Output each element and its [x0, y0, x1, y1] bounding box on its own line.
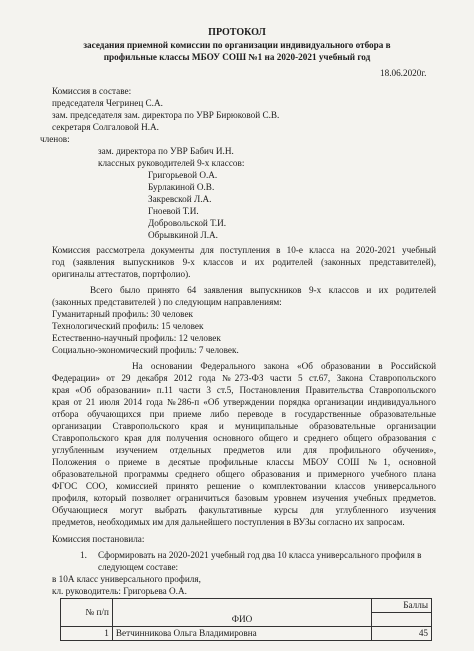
decision-heading: Комиссия постановила:	[52, 534, 145, 544]
document-title: ПРОТОКОЛ	[208, 27, 266, 38]
applications-paragraph-line: Всего было принято 64 заявления выпускников 9-х классов и их родителей	[90, 285, 436, 295]
col-score-header: Баллы	[372, 599, 432, 613]
profile-item: Технологический профиль: 15 человек	[52, 321, 204, 331]
decision-item-number: 1.	[80, 550, 87, 560]
class-teacher-item: Гноевой Т.И.	[148, 206, 199, 216]
profile-item: Естественно-научный профиль: 12 человек	[52, 333, 221, 343]
basis-paragraph-line: Ставропольского края для получения основного общего и среднего общего образования с	[52, 433, 436, 443]
class-teacher-item: Григорьевой О.А.	[148, 170, 218, 180]
commission-member-deputy: зам. директора по УВР Бабич И.Н.	[98, 146, 234, 156]
row-name-cell: Ветчинникова Ольга Владимировна	[112, 627, 371, 641]
document-date: 18.06.2020г.	[380, 68, 427, 78]
basis-paragraph-line: отбора обучающихся при приеме либо переводе в государственные образовательные	[52, 409, 436, 419]
basis-paragraph-line: профиля, который позволяет ограничиться базовым уровнем изучения учебных предметов.	[52, 493, 436, 503]
commission-chair: председателя Чегринец С.А.	[52, 98, 163, 108]
basis-paragraph-line: образовательной программы среднего общего образования и примерного учебного плана	[52, 469, 436, 479]
decision-item-line: Сформировать на 2020-2021 учебный год два 10 класса универсального профиля в	[98, 550, 422, 560]
decision-item-line: следующем составе:	[98, 562, 179, 572]
col-num-header: № п/п	[61, 599, 113, 627]
review-paragraph-line: год (заявления выпускников 9-х классов и их родителей (законных представителей),	[52, 257, 436, 267]
review-paragraph-line: Комиссия рассмотрела документы для поступления в 10-е класса на 2020-2021 учебный	[52, 245, 436, 255]
table-header-row-top	[61, 599, 432, 613]
class-teacher-item: Обрывкиной Л.А.	[148, 230, 218, 240]
basis-paragraph-line: края от 21 июля 2014 года №286-п «Об утверждении порядка организации индивидуального	[52, 397, 436, 407]
class-teachers-label: классных руководителей 9-х классов:	[98, 158, 245, 168]
col-score-subheader	[372, 613, 432, 627]
col-name-header: ФИО	[112, 599, 371, 627]
basis-paragraph-line: организации Ставропольского края и муниципальные образовательные организации	[52, 421, 436, 431]
class-teacher-item: Бурлакиной О.В.	[148, 182, 215, 192]
basis-paragraph-line: Федерации» от 29 декабря 2012 года №273-ФЗ части 5 ст.67, Закона Ставропольского	[52, 373, 436, 383]
basis-paragraph-line: На основании Федерального закона «Об образовании в Российской	[132, 361, 436, 371]
basis-paragraph-line: Обучающиеся могут выбрать факультативные курсы для углубленного изучения	[52, 505, 436, 515]
basis-paragraph-line: углубленным изучением отдельных предметов или для профильного обучения»,	[52, 445, 436, 455]
review-paragraph-line: оригиналы аттестатов, портфолио).	[52, 269, 191, 279]
basis-paragraph-line: края «Об образовании» п.11 части 3 ст.5, Постановления Правительства Ставропольского	[52, 385, 436, 395]
profile-item: Гуманитарный профиль: 30 человек	[52, 309, 193, 319]
basis-paragraph-line: предметов, необходимых им для дальнейшего поступления в ВУЗы согласно их запросам.	[52, 517, 405, 527]
table-row	[61, 627, 432, 641]
row-score-cell: 45	[372, 627, 432, 641]
commission-heading: Комиссия в составе:	[52, 86, 132, 96]
class-line: в 10А класс универсального профиля,	[52, 574, 201, 584]
class-teacher-item: Добровольской Т.И.	[148, 218, 227, 228]
commission-secretary: секретаря Солгаловой Н.А.	[52, 122, 159, 132]
document-subtitle-line-1: заседания приемной комиссии по организации индивидуального отбора в	[83, 40, 391, 50]
commission-members-label: членов:	[40, 134, 70, 144]
basis-paragraph-line: ФГОС СОО, комиссией принято решение о комплектовании классов универсального	[52, 481, 436, 491]
students-table	[60, 598, 432, 641]
commission-deputy: зам. председателя зам. директора по УВР Бирюковой С.В.	[52, 110, 280, 120]
row-num-cell: 1	[61, 627, 113, 641]
profile-item: Социально-экономический профиль: 7 человек.	[52, 345, 239, 355]
class-teacher-item: Закревской Л.А.	[148, 194, 212, 204]
applications-paragraph-line: (законных представителей ) по следующим направлениям:	[52, 297, 282, 307]
class-teacher-line: кл. руководитель: Григорьева О.А.	[52, 586, 187, 596]
basis-paragraph-line: Положения о приеме в десятые профильные классы МБОУ СОШ №1, основной	[52, 457, 436, 467]
document-subtitle-line-2: профильные классы МБОУ СОШ №1 на 2020-2021 учебный год	[103, 52, 371, 62]
